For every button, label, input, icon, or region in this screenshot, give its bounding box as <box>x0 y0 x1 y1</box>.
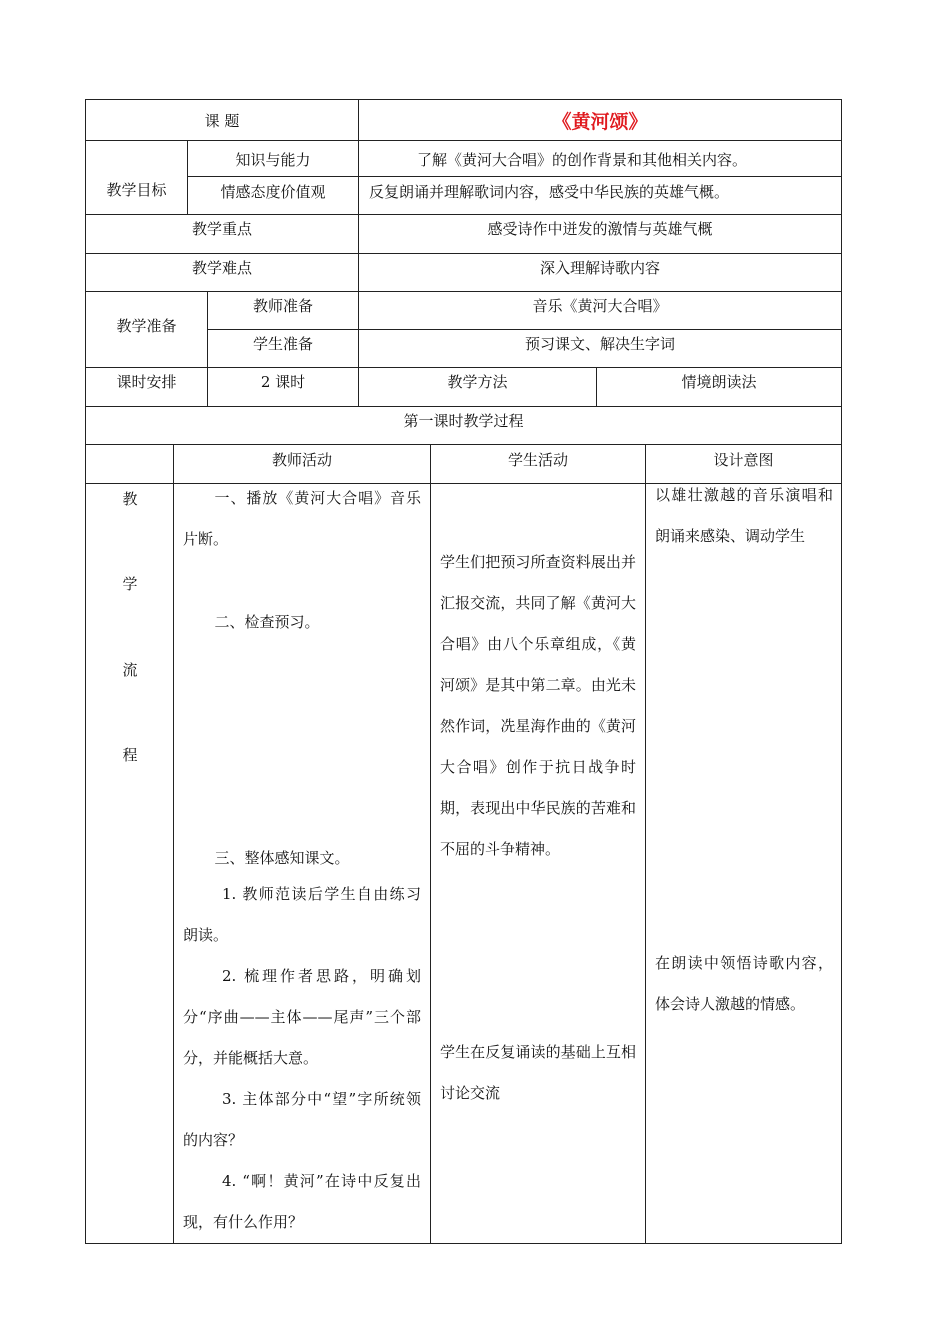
key-point-text: 感受诗作中迸发的激情与英雄气概 <box>487 220 713 238</box>
teacher-prep-text: 音乐《黄河大合唱》 <box>532 297 668 315</box>
teacher-items <box>183 874 421 1243</box>
key-point-label: 教学重点 <box>191 220 252 238</box>
teacher-item-3: 3. 主体部分中“望”字所统领的内容？ <box>183 1090 421 1149</box>
process-title: 第一课时教学过程 <box>403 412 524 430</box>
knowledge-text: 了解《黄河大合唱》的创作背景和其他相关内容。 <box>417 151 748 169</box>
process-side-char: 学 <box>122 575 138 593</box>
process-side-char: 程 <box>122 746 138 764</box>
difficulty-label: 教学难点 <box>191 259 252 277</box>
design-intent-1: 以雄壮激越的音乐演唱和朗诵来感染、调动学生 <box>655 486 833 545</box>
student-prep-text: 预习课文、解决生字词 <box>524 335 675 353</box>
topic-label: 课 题 <box>204 112 240 130</box>
preparation-label: 教学准备 <box>116 317 177 335</box>
col-design-intent: 设计意图 <box>713 451 774 469</box>
student-prep-label: 学生准备 <box>252 335 313 353</box>
teacher-prep-label: 教师准备 <box>252 297 313 315</box>
emotion-label: 情感态度价值观 <box>220 183 326 201</box>
knowledge-label: 知识与能力 <box>235 151 311 169</box>
student-activity-2: 学生在反复诵读的基础上互相讨论交流 <box>440 1043 636 1102</box>
difficulty-text: 深入理解诗歌内容 <box>539 259 660 277</box>
teacher-step-1-text: 一、播放《黄河大合唱》音乐片断。 <box>183 489 421 548</box>
teacher-step-2-text: 二、检查预习。 <box>214 613 320 631</box>
col-teacher-activity: 教师活动 <box>271 451 332 469</box>
process-side-char: 流 <box>122 661 138 679</box>
teacher-step-3-text: 三、整体感知课文。 <box>214 849 350 867</box>
emotion-text: 反复朗诵并理解歌词内容，感受中华民族的英雄气概。 <box>369 183 730 201</box>
teacher-step-3 <box>183 838 421 879</box>
teacher-item-4: 4. “啊！黄河”在诗中反复出现，有什么作用？ <box>183 1172 421 1231</box>
design-intent-2: 在朗读中领悟诗歌内容，体会诗人激越的情感。 <box>655 954 833 1013</box>
col-student-activity: 学生活动 <box>507 451 568 469</box>
teacher-item-2: 2. 梳理作者思路，明确划分“序曲——主体——尾声”三个部分，并能概括大意。 <box>183 967 421 1067</box>
schedule-value: 2 课时 <box>260 373 306 391</box>
schedule-label: 课时安排 <box>116 373 177 391</box>
method-value: 情境朗读法 <box>681 373 757 391</box>
process-side-char: 教 <box>122 490 138 508</box>
student-activity-1: 学生们把预习所查资料展出并汇报交流，共同了解《黄河大合唱》由八个乐章组成，《黄河颂》是其中第二章。由光未然作词，冼星海作曲的《黄河大合唱》创作于抗日战争时期，表现出中华民族的苦难和不屈的斗争精神。 <box>440 553 636 858</box>
teacher-step-1 <box>183 478 421 560</box>
objectives-label: 教学目标 <box>106 181 167 199</box>
method-label: 教学方法 <box>447 373 508 391</box>
teacher-item-1: 1. 教师范读后学生自由练习朗读。 <box>183 885 421 944</box>
teacher-step-2 <box>183 602 421 643</box>
lesson-title: 《黄河颂》 <box>552 111 648 133</box>
